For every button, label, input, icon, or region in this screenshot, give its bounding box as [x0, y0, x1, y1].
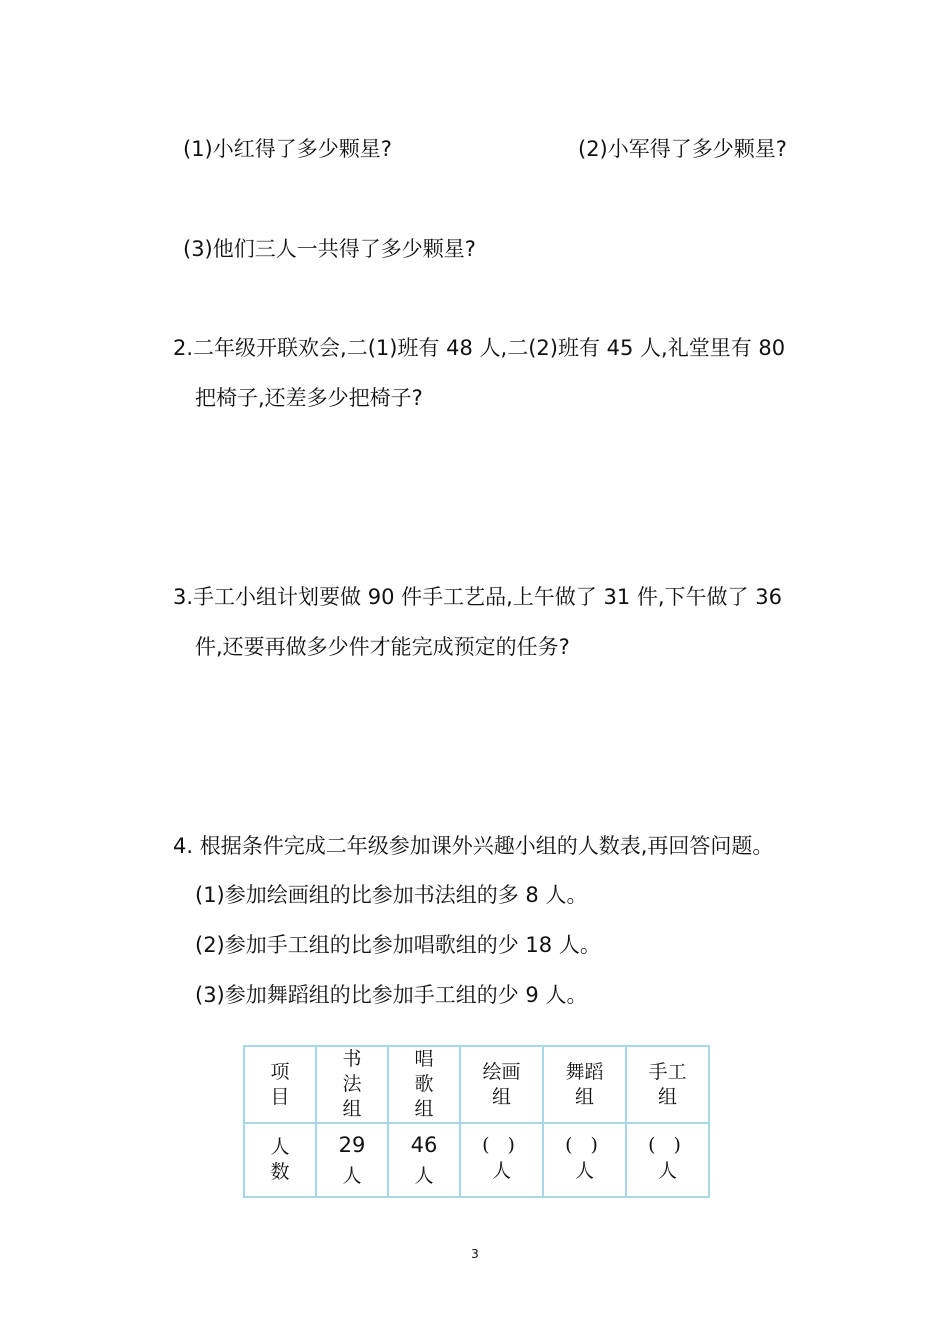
table-header-item: 项目: [244, 1046, 316, 1123]
table-count-row: [244, 1123, 709, 1197]
q1-part1: (1)小红得了多少颗星?: [183, 137, 392, 161]
table-cell-dance: [543, 1123, 626, 1197]
table-count-label: 人数: [244, 1123, 316, 1197]
table-cell-calligraphy: [316, 1123, 388, 1197]
table-header-calligraphy: 书法组: [316, 1046, 388, 1123]
table-cell-singing: [388, 1123, 460, 1197]
interest-group-table: [243, 1045, 710, 1198]
table-header-painting: 绘画组: [460, 1046, 543, 1123]
q2-line2: 把椅子,还差多少把椅子?: [195, 386, 423, 410]
table-header-dance: 舞蹈组: [543, 1046, 626, 1123]
q1-part2: (2)小军得了多少颗星?: [578, 137, 787, 161]
q4-condition-3: (3)参加舞蹈组的比参加手工组的少 9 人。: [195, 983, 588, 1007]
table-cell-handcraft: [626, 1123, 709, 1197]
q4-condition-2: (2)参加手工组的比参加唱歌组的少 18 人。: [195, 933, 601, 957]
table-header-singing: 唱歌组: [388, 1046, 460, 1123]
q1-part3: (3)他们三人一共得了多少颗星?: [183, 237, 476, 261]
table-header-handcraft: 手工组: [626, 1046, 709, 1123]
unit-label: 人: [574, 1160, 594, 1182]
answer-blank: ( ): [648, 1134, 687, 1156]
unit-label: 人: [657, 1160, 677, 1182]
q4-intro: 4. 根据条件完成二年级参加课外兴趣小组的人数表,再回答问题。: [173, 834, 774, 858]
unit-label: 人: [342, 1165, 362, 1187]
table-cell-painting: [460, 1123, 543, 1197]
table-header-row: [244, 1046, 709, 1123]
q3-line2: 件,还要再做多少件才能完成预定的任务?: [195, 635, 570, 659]
singing-count: 46: [410, 1133, 438, 1157]
q3-line1: 3.手工小组计划要做 90 件手工艺品,上午做了 31 件,下午做了 36: [173, 585, 782, 609]
unit-label: 人: [414, 1165, 434, 1187]
page-number: 3: [471, 1247, 479, 1261]
answer-blank: ( ): [482, 1134, 521, 1156]
unit-label: 人: [491, 1160, 511, 1182]
q2-line1: 2.二年级开联欢会,二(1)班有 48 人,二(2)班有 45 人,礼堂里有 80: [173, 336, 786, 360]
q4-condition-1: (1)参加绘画组的比参加书法组的多 8 人。: [195, 883, 588, 907]
calligraphy-count: 29: [338, 1133, 366, 1157]
answer-blank: ( ): [565, 1134, 604, 1156]
